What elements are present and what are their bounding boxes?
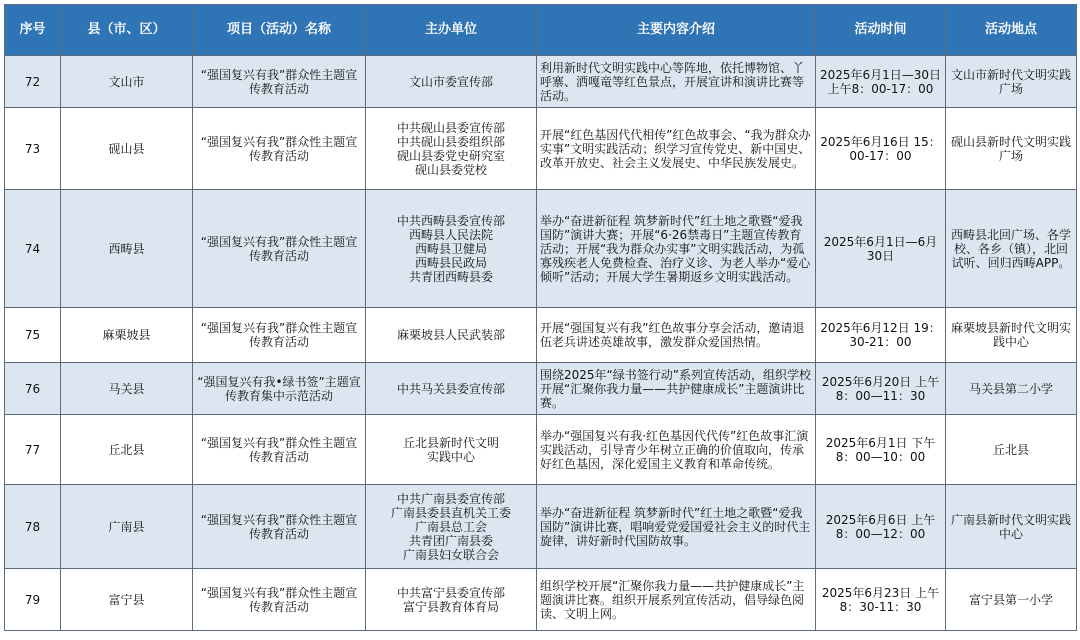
header-organizer: 主办单位 bbox=[366, 5, 537, 56]
table-row bbox=[5, 56, 1077, 108]
cell-no: 75 bbox=[5, 308, 61, 363]
cell-project: “强国复兴有我”群众性主题宣传教育活动 bbox=[193, 108, 366, 190]
cell-time: 2025年6月23日 上午8：30-11：30 bbox=[816, 569, 946, 631]
cell-time: 2025年6月16日 15：00-17：00 bbox=[816, 108, 946, 190]
cell-place: 丘北县 bbox=[946, 415, 1077, 485]
cell-county: 马关县 bbox=[61, 363, 193, 415]
cell-project: “强国复兴有我”群众性主题宣传教育活动 bbox=[193, 308, 366, 363]
table-row bbox=[5, 415, 1077, 485]
organizer-line: 文山市委宣传部 bbox=[408, 74, 493, 89]
cell-project: “强国复兴有我”群众性主题宣传教育活动 bbox=[193, 569, 366, 631]
cell-no: 79 bbox=[5, 569, 61, 631]
cell-project: “强国复兴有我”群众性主题宣传教育活动 bbox=[193, 485, 366, 569]
cell-no: 74 bbox=[5, 190, 61, 308]
organizer-line: 广南县妇女联合会 bbox=[402, 547, 499, 562]
organizer-line: 中共砚山县委组织部 bbox=[396, 134, 505, 149]
cell-content: 组织学校开展“汇聚你我力量——共护健康成长”主题演讲比赛。组织开展系列宣传活动，倡导绿色阅读、文明上网。 bbox=[537, 569, 816, 631]
cell-county: 富宁县 bbox=[61, 569, 193, 631]
organizer-line: 砚山县委党史研究室 bbox=[396, 148, 505, 163]
header-no: 序号 bbox=[5, 5, 61, 56]
organizer-line: 中共富宁县委宣传部 bbox=[396, 585, 505, 600]
organizer-line: 中共广南县委宣传部 bbox=[396, 491, 505, 506]
cell-content: 利用新时代文明实践中心等阵地，依托博物馆、丫呼寨、洒嘎竜等红色景点，开展宣讲和演讲比赛等活动。 bbox=[537, 56, 816, 108]
cell-project: “强国复兴有我•绿书签”主题宣传教育集中示范活动 bbox=[193, 363, 366, 415]
organizer-line: 中共西畴县委宣传部 bbox=[396, 213, 505, 228]
organizer-line: 中共砚山县委宣传部 bbox=[396, 120, 505, 135]
cell-organizer bbox=[366, 108, 537, 190]
header-place: 活动地点 bbox=[946, 5, 1077, 56]
header-project: 项目（活动）名称 bbox=[193, 5, 366, 56]
organizer-line: 中共马关县委宣传部 bbox=[396, 381, 505, 396]
cell-no: 73 bbox=[5, 108, 61, 190]
cell-organizer bbox=[366, 190, 537, 308]
organizer-line: 麻栗坡县人民武装部 bbox=[396, 328, 505, 342]
cell-organizer bbox=[366, 363, 537, 415]
cell-project: “强国复兴有我”群众性主题宣传教育活动 bbox=[193, 56, 366, 108]
cell-content: 开展“强国复兴有我”红色故事分享会活动，邀请退伍老兵讲述英雄故事，激发群众爱国热情。 bbox=[537, 308, 816, 363]
organizer-line: 广南县委县直机关工委 bbox=[390, 505, 511, 520]
cell-no: 77 bbox=[5, 415, 61, 485]
activity-table bbox=[4, 4, 1077, 631]
activity-table-container bbox=[4, 4, 1076, 631]
cell-place: 麻栗坡县新时代文明实践中心 bbox=[946, 308, 1077, 363]
cell-content: 开展“红色基因代代相传”红色故事会、“我为群众办实事”文明实践活动；织学习宣传党史、新中国史、改革开放史、社会主义发展史、中华民族发展史。 bbox=[537, 108, 816, 190]
cell-place: 文山市新时代文明实践广场 bbox=[946, 56, 1077, 108]
cell-no: 72 bbox=[5, 56, 61, 108]
cell-time: 2025年6月1日 下午8：00—10：00 bbox=[816, 415, 946, 485]
cell-place: 西畴县北回广场、各学校、各乡（镇），北回试听、回归西畴APP。 bbox=[946, 190, 1077, 308]
cell-no: 76 bbox=[5, 363, 61, 415]
organizer-line: 富宁县教育体育局 bbox=[402, 599, 499, 614]
table-row bbox=[5, 308, 1077, 363]
organizer-line: 西畴县民政局 bbox=[414, 255, 487, 270]
cell-organizer bbox=[366, 569, 537, 631]
cell-time: 2025年6月1日—30日 上午8：00-17：00 bbox=[816, 56, 946, 108]
cell-organizer bbox=[366, 308, 537, 363]
cell-place: 广南县新时代文明实践中心 bbox=[946, 485, 1077, 569]
organizer-line: 西畴县人民法院 bbox=[408, 227, 493, 242]
cell-organizer bbox=[366, 56, 537, 108]
organizer-line: 共青团广南县委 bbox=[408, 533, 493, 548]
cell-organizer bbox=[366, 415, 537, 485]
cell-no: 78 bbox=[5, 485, 61, 569]
cell-time: 2025年6月20日 上午8：00—11：30 bbox=[816, 363, 946, 415]
cell-content: 举办“奋进新征程 筑梦新时代”红土地之歌暨“爱我国防”演讲大赛；开展“6·26禁毒日”主题宣传教育活动；开展“我为群众办实事”文明实践活动，为孤寡残疾老人免费检查、治疗义诊、为老人举办“爱心倾听”活动；开展大学生暑期返乡文明实践活动。 bbox=[537, 190, 816, 308]
table-row bbox=[5, 485, 1077, 569]
organizer-line: 砚山县委党校 bbox=[414, 162, 487, 177]
cell-county: 丘北县 bbox=[61, 415, 193, 485]
cell-county: 广南县 bbox=[61, 485, 193, 569]
organizer-line: 西畴县卫健局 bbox=[414, 241, 487, 256]
cell-county: 砚山县 bbox=[61, 108, 193, 190]
table-row bbox=[5, 190, 1077, 308]
cell-content: 围绕2025年“绿书签行动”系列宣传活动，组织学校开展“汇聚你我力量——共护健康成长”主题演讲比赛。 bbox=[537, 363, 816, 415]
table-row bbox=[5, 363, 1077, 415]
cell-time: 2025年6月12日 19：30-21：00 bbox=[816, 308, 946, 363]
cell-place: 砚山县新时代文明实践广场 bbox=[946, 108, 1077, 190]
cell-county: 麻栗坡县 bbox=[61, 308, 193, 363]
organizer-line: 广南县总工会 bbox=[414, 519, 487, 534]
cell-content: 举办“强国复兴有我·红色基因代代传”红色故事汇演实践活动，引导青少年树立正确的价值取向，传承好红色基因，深化爱国主义教育和革命传统。 bbox=[537, 415, 816, 485]
cell-time: 2025年6月6日 上午8：00—12：00 bbox=[816, 485, 946, 569]
organizer-line: 共青团西畴县委 bbox=[408, 269, 493, 284]
cell-content: 举办“奋进新征程 筑梦新时代”红土地之歌暨“爱我国防”演讲比赛，唱响爱党爱国爱社会主义的时代主旋律，讲好新时代国防故事。 bbox=[537, 485, 816, 569]
organizer-line: 丘北县新时代文明 bbox=[402, 435, 499, 450]
cell-project: “强国复兴有我”群众性主题宣传教育活动 bbox=[193, 190, 366, 308]
header-content: 主要内容介绍 bbox=[537, 5, 816, 56]
header-time: 活动时间 bbox=[816, 5, 946, 56]
cell-place: 富宁县第一小学 bbox=[946, 569, 1077, 631]
table-header-row bbox=[5, 5, 1077, 56]
organizer-line: 实践中心 bbox=[426, 449, 475, 464]
table-row bbox=[5, 108, 1077, 190]
cell-time: 2025年6月1日—6月30日 bbox=[816, 190, 946, 308]
cell-county: 文山市 bbox=[61, 56, 193, 108]
table-row bbox=[5, 569, 1077, 631]
header-county: 县（市、区） bbox=[61, 5, 193, 56]
cell-organizer bbox=[366, 485, 537, 569]
cell-project: “强国复兴有我”群众性主题宣传教育活动 bbox=[193, 415, 366, 485]
cell-place: 马关县第二小学 bbox=[946, 363, 1077, 415]
cell-county: 西畴县 bbox=[61, 190, 193, 308]
